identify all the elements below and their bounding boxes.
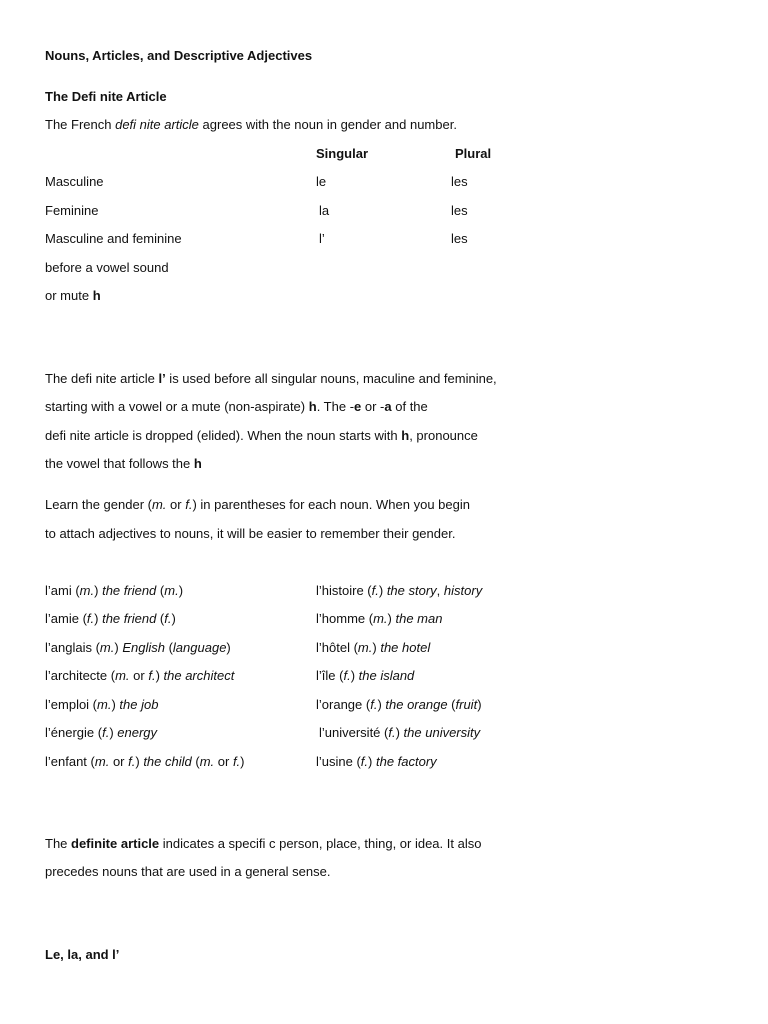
subheading: Le, la, and l’ bbox=[45, 947, 120, 962]
vocab-item: l’emploi (m.) the job bbox=[45, 697, 159, 712]
vocab-item: l’enfant (m. or f.) the child (m. or f.) bbox=[45, 754, 245, 769]
column-header-plural: Plural bbox=[455, 146, 492, 161]
intro-line: The French defi nite article agrees with the noun in gender and number. bbox=[45, 117, 457, 132]
vocab-item: l’homme (m.) the man bbox=[316, 611, 443, 626]
plural-feminine: les bbox=[451, 203, 468, 218]
paragraph-line: the vowel that follows the h bbox=[45, 456, 202, 471]
singular-elided: l’ bbox=[319, 231, 325, 246]
vocab-item: l’anglais (m.) English (language) bbox=[45, 640, 231, 655]
row-label-masculine: Masculine bbox=[45, 174, 104, 189]
vocab-item: l’île (f.) the island bbox=[316, 668, 415, 683]
paragraph-line: The defi nite article l’ is used before all singular nouns, maculine and feminine, bbox=[45, 371, 497, 386]
vocab-item: l’université (f.) the university bbox=[319, 725, 481, 740]
paragraph-line: starting with a vowel or a mute (non-aspirate) h. The -e or -a of the bbox=[45, 399, 428, 414]
vocab-item: l’amie (f.) the friend (f.) bbox=[45, 611, 176, 626]
document-title: Nouns, Articles, and Descriptive Adjectives bbox=[45, 48, 313, 63]
paragraph-line: Learn the gender (m. or f.) in parentheses for each noun. When you begin bbox=[45, 497, 470, 512]
paragraph-line: The definite article indicates a specifi c person, place, thing, or idea. It also bbox=[45, 836, 482, 851]
vocab-item: l’hôtel (m.) the hotel bbox=[316, 640, 431, 655]
paragraph-line: precedes nouns that are used in a general sense. bbox=[45, 864, 331, 879]
vocab-item: l’orange (f.) the orange (fruit) bbox=[316, 697, 482, 712]
plural-elided: les bbox=[451, 231, 468, 246]
row-label-masc-fem: Masculine and feminine bbox=[45, 231, 182, 246]
vocab-item: l’usine (f.) the factory bbox=[316, 754, 437, 769]
row-note-line: or mute h bbox=[45, 288, 101, 303]
vocab-item: l’énergie (f.) energy bbox=[45, 725, 158, 740]
singular-feminine: la bbox=[319, 203, 330, 218]
paragraph-line: defi nite article is dropped (elided). When the noun starts with h, pronounce bbox=[45, 428, 478, 443]
paragraph-line: to attach adjectives to nouns, it will be easier to remember their gender. bbox=[45, 526, 456, 541]
section-heading: The Defi nite Article bbox=[45, 89, 167, 104]
vocab-item: l’ami (m.) the friend (m.) bbox=[45, 583, 184, 598]
vocab-item: l’architecte (m. or f.) the architect bbox=[45, 668, 235, 683]
column-header-singular: Singular bbox=[316, 146, 369, 161]
row-note-line: before a vowel sound bbox=[45, 260, 169, 275]
row-label-feminine: Feminine bbox=[45, 203, 99, 218]
singular-masculine: le bbox=[316, 174, 327, 189]
vocab-item: l’histoire (f.) the story, history bbox=[316, 583, 483, 598]
plural-masculine: les bbox=[451, 174, 468, 189]
